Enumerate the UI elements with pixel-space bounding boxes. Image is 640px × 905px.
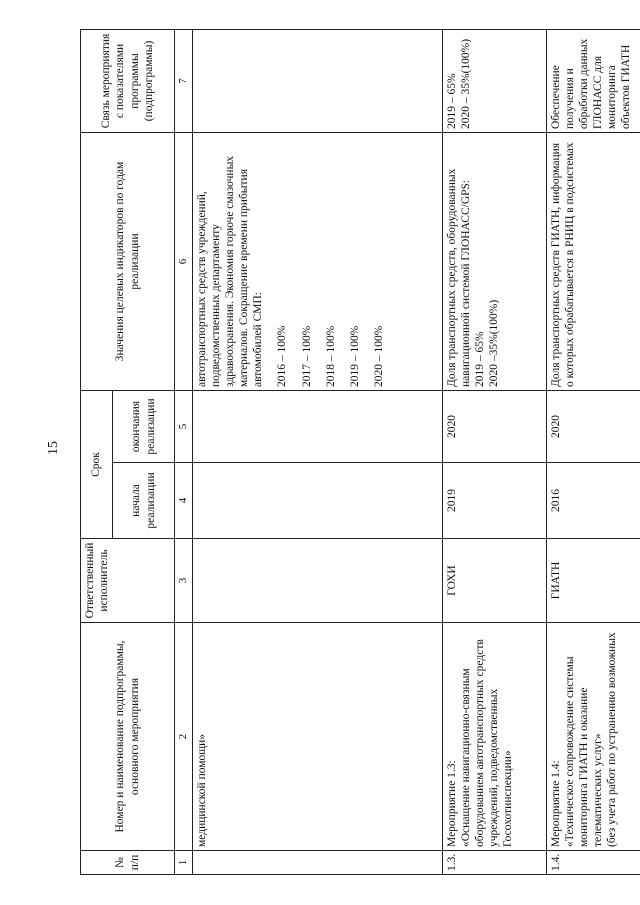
column-number: 2 (175, 623, 193, 851)
row-num: 1.4. (547, 851, 640, 875)
column-number: 5 (175, 390, 193, 462)
table-row (547, 29, 640, 874)
column-number: 1 (175, 851, 193, 875)
table-row (443, 29, 547, 874)
header-srok: Срок (81, 390, 113, 538)
header-start: начала реализации (113, 463, 175, 539)
header-executor: Ответственный исполнитель (81, 539, 175, 623)
row-name: Мероприятие 1.3: «Оснащение навигационно-связным оборудованием автотранспортных средств учреждений, подведомственных Госохотинспекции» (443, 623, 547, 851)
indicator-year: 2018 – 100% (324, 325, 337, 387)
activities-table (80, 29, 640, 875)
row-executor: ГИАТН (547, 539, 640, 623)
rotated-table-sheet (80, 30, 640, 875)
header-name: Номер и наименование подпрограммы, основного мероприятия (81, 623, 175, 851)
row-indicators (193, 132, 443, 390)
column-number: 3 (175, 539, 193, 623)
column-number: 6 (175, 132, 193, 390)
indicator-year: 2019 – 100% (348, 325, 361, 387)
row-indicators: Доля транспортных средств, оборудованных навигационной системой ГЛОНАСС/GPS: 2019 – 65% 2020 –35%(100%) (443, 132, 547, 390)
header-link: Связь мероприятия с показателями программы (подпрограммы) (81, 29, 175, 132)
row-name: Мероприятие 1.4: «Техническое сопровождение системы мониторинга ГИАТН и оказание телематических услуг» (без учета работ по устранению возможных (547, 623, 640, 851)
row-link: Обеспечение получения и обработки данных ГЛОНАСС для мониторинга объектов ГИАТН (547, 29, 640, 132)
column-number-row (175, 29, 193, 874)
row-end (193, 390, 443, 462)
row-indicators: Доля транспортных средств ГИАТН, информация о которых обрабатывается в РНИЦ в подсистемах (547, 132, 640, 390)
indicators-text: автотранспортных средств учреждений, подведомственных департаменту здравоохранения. Экономия горюче смазочных материалов. Сокращение времени прибытия автомобилей СМП: (196, 155, 265, 387)
row-start: 2016 (547, 463, 640, 539)
header-num: № п/п (81, 851, 175, 875)
header-indicators: Значения целевых индикаторов по годам реализации (81, 132, 175, 390)
row-executor (193, 539, 443, 623)
page-number: 15 (46, 441, 61, 455)
header-end: окончания реализации (113, 390, 175, 462)
table-row (193, 29, 443, 874)
indicator-year: 2017 – 100% (300, 325, 313, 387)
column-number: 4 (175, 463, 193, 539)
row-link: 2019 – 65% 2020 – 35%(100%) (443, 29, 547, 132)
row-start (193, 463, 443, 539)
row-num: 1.3. (443, 851, 547, 875)
indicator-year: 2020 – 100% (372, 325, 385, 387)
row-executor: ГОХИ (443, 539, 547, 623)
indicator-year: 2016 – 100% (276, 325, 289, 387)
column-number: 7 (175, 29, 193, 132)
row-start: 2019 (443, 463, 547, 539)
row-link (193, 29, 443, 132)
row-num (193, 851, 443, 875)
row-name: медицинской помощи» (193, 623, 443, 851)
row-end: 2020 (547, 390, 640, 462)
row-end: 2020 (443, 390, 547, 462)
